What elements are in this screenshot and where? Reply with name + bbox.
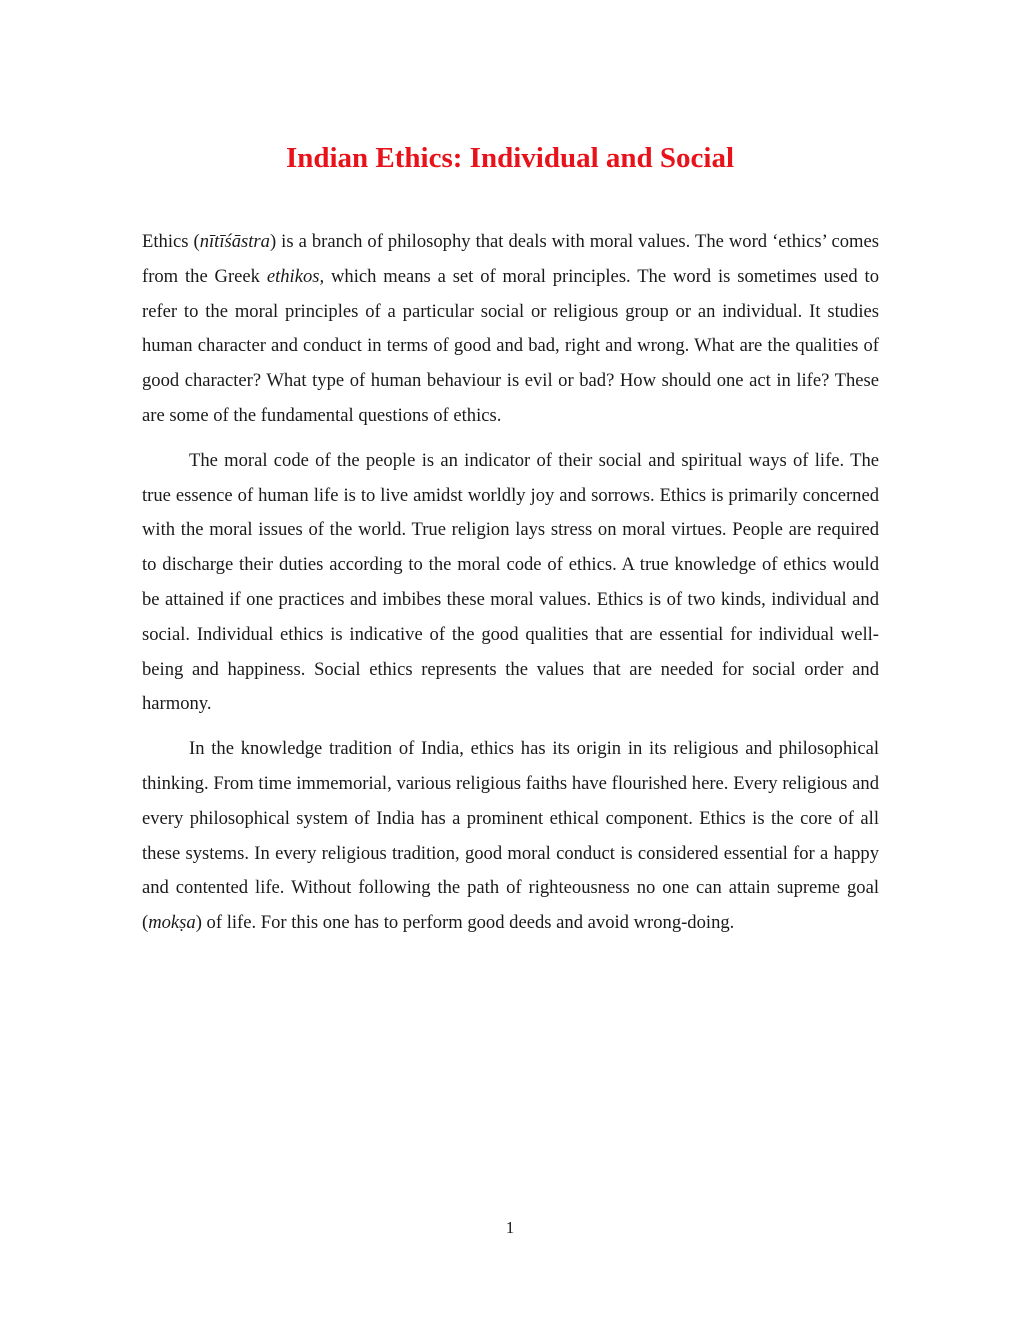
term-ethikos: ethikos, — [266, 265, 325, 287]
paragraph-3 — [142, 732, 879, 941]
paragraph-3-text-c: ) of life. For this one has to perform good deeds and avoid wrong-doing. — [195, 912, 735, 934]
body-text — [142, 225, 879, 951]
paragraph-1-text-a: Ethics ( — [142, 231, 200, 252]
paragraph-3-text-a: In the knowledge tradition of India, ethics has its origin in its religious and philosophical thinking. From time immemorial, various religious faiths have flourished here. Every religious and every philosophical system of India has a prominent ethical component. Ethics is the core of all these systems. In every religious tradition, good moral conduct is considered essential for a happy and contented life. Without following the path of righteousness no one can attain supreme goal ( — [142, 738, 879, 934]
paragraph-1-text-e: which means a set of moral principles. The word is sometimes used to refer to the moral principles of a particular social or religious group or an individual. It studies human character and conduct in terms of good and bad, right and wrong. What are the qualities of good character? What type of human behaviour is evil or bad? How should one act in life? These are some of the fundamental questions of ethics. — [142, 265, 880, 426]
paragraph-1 — [142, 225, 879, 434]
paragraph-1-text-c: ) is a branch of philosophy that deals with moral values. The word ‘ethics’ comes from the Greek — [142, 231, 879, 287]
term-nitisastra: nītīśāstra — [199, 231, 270, 252]
page-title: Indian Ethics: Individual and Social — [285, 142, 735, 174]
term-moksa: mokṣa — [148, 912, 196, 934]
page-number: 1 — [505, 1218, 515, 1237]
paragraph-2: The moral code of the people is an indicator of their social and spiritual ways of life. The true essence of human life is to live amidst worldly joy and sorrows. Ethics is primarily concerned with the moral issues of the world. True religion lays stress on moral virtues. People are required to discharge their duties according to the moral code of ethics. A true knowledge of ethics would be attained if one practices and imbibes these moral values. Ethics is of two kinds, individual and social. Individual ethics is indicative of the good qualities that are essential for individual well-being and happiness. Social ethics represents the values that are needed for social order and harmony. — [142, 449, 879, 715]
